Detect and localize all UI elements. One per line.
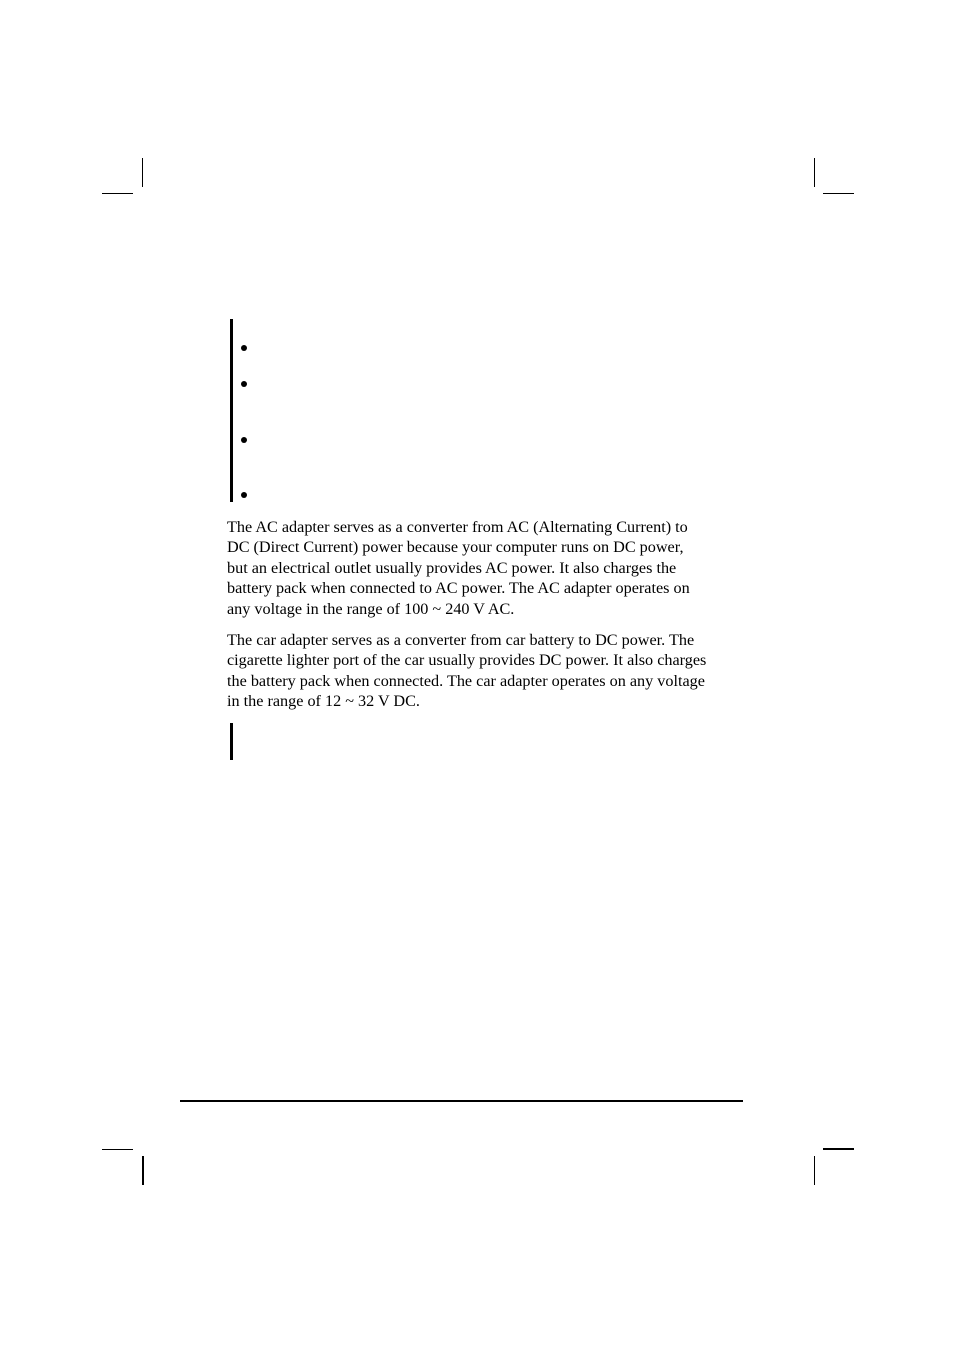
list-bullet (241, 345, 247, 351)
crop-mark-bottom-left-horizontal (102, 1149, 133, 1150)
ac-adapter-paragraph (227, 517, 747, 619)
ac-adapter-line: battery pack when connected to AC power. The AC adapter operates on (227, 579, 690, 598)
crop-mark-top-right-horizontal (823, 193, 854, 194)
list-bullet (241, 381, 247, 387)
change-bar (230, 723, 233, 760)
crop-mark-top-right-vertical (814, 158, 815, 187)
car-adapter-line: the battery pack when connected. The car adapter operates on any voltage (227, 671, 705, 690)
car-adapter-line: cigarette lighter port of the car usually provides DC power. It also charges (227, 651, 707, 670)
crop-mark-top-left-horizontal (102, 193, 133, 194)
car-adapter-line: The car adapter serves as a converter from car battery to DC power. The (227, 631, 695, 649)
ac-adapter-line: any voltage in the range of 100 ~ 240 V AC. (227, 599, 515, 618)
car-adapter-paragraph (227, 630, 747, 712)
footer-rule (180, 1100, 743, 1102)
crop-mark-bottom-right-vertical (814, 1156, 815, 1185)
crop-mark-bottom-right-horizontal (823, 1148, 854, 1150)
change-bar (230, 319, 233, 502)
ac-adapter-line: The AC adapter serves as a converter from AC (Alternating Current) to (227, 518, 688, 536)
car-adapter-line: in the range of 12 ~ 32 V DC. (227, 692, 420, 711)
list-bullet (241, 437, 247, 443)
ac-adapter-line: DC (Direct Current) power because your computer runs on DC power, (227, 538, 684, 557)
list-bullet (241, 492, 247, 498)
crop-mark-top-left-vertical (142, 158, 143, 187)
ac-adapter-line: but an electrical outlet usually provides AC power. It also charges the (227, 558, 677, 577)
crop-mark-bottom-left-vertical (142, 1156, 144, 1185)
